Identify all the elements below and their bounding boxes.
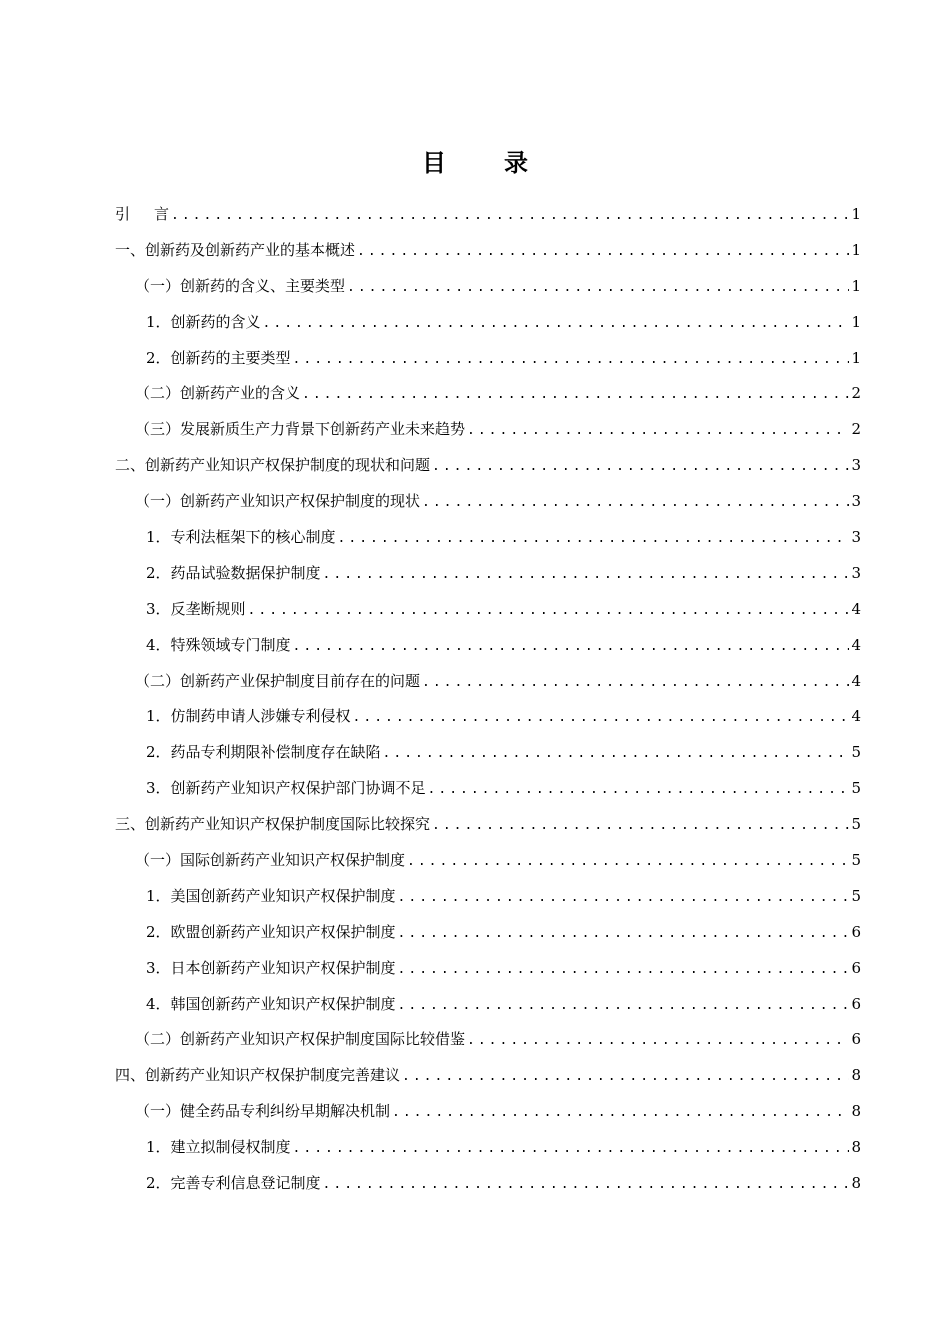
toc-entry[interactable] bbox=[115, 268, 861, 304]
toc-leader-dots bbox=[293, 1131, 849, 1167]
toc-page-number: 5 bbox=[851, 886, 861, 905]
toc-entry-text: 3．反垄断规则 bbox=[146, 599, 246, 618]
toc-page-number: 8 bbox=[851, 1138, 861, 1157]
toc-entry[interactable] bbox=[115, 770, 861, 806]
toc-leader-dots bbox=[398, 952, 849, 988]
toc-entry-text: 1．专利法框架下的核心制度 bbox=[146, 528, 336, 547]
toc-entry[interactable] bbox=[115, 447, 861, 483]
toc-entry-text: 三、创新药产业知识产权保护制度国际比较探究 bbox=[115, 815, 431, 834]
toc-leader-dots bbox=[467, 1023, 849, 1059]
toc-entry[interactable] bbox=[115, 806, 861, 842]
toc-entry-text: （一）健全药品专利纠纷早期解决机制 bbox=[135, 1102, 391, 1121]
toc-leader-dots bbox=[467, 413, 849, 449]
toc-entry-text: 1．仿制药申请人涉嫌专利侵权 bbox=[146, 707, 351, 726]
toc-leader-dots bbox=[428, 772, 849, 808]
toc-leader-dots bbox=[357, 234, 849, 270]
toc-entry[interactable] bbox=[115, 1057, 861, 1093]
toc-page-number: 4 bbox=[851, 635, 861, 654]
toc-leader-dots bbox=[402, 1059, 849, 1095]
toc-entry-text: 四、创新药产业知识产权保护制度完善建议 bbox=[115, 1066, 401, 1085]
toc-entry[interactable] bbox=[115, 1129, 861, 1165]
toc-entry-text: 引 言 bbox=[115, 205, 170, 223]
toc-entry-text: （一）国际创新药产业知识产权保护制度 bbox=[135, 851, 406, 870]
toc-entry[interactable] bbox=[115, 375, 861, 411]
toc-title-char: 录 bbox=[504, 148, 528, 177]
toc-page-number: 4 bbox=[851, 671, 861, 690]
toc-page-number: 2 bbox=[851, 384, 861, 403]
toc-entry-text: 2．欧盟创新药产业知识产权保护制度 bbox=[146, 922, 396, 941]
toc-page-number: 6 bbox=[851, 1030, 861, 1049]
toc-title-char: 目 bbox=[422, 148, 446, 177]
toc-leader-dots bbox=[302, 377, 849, 413]
toc-page-number: 1 bbox=[851, 276, 861, 295]
toc-leader-dots bbox=[392, 1095, 849, 1131]
toc-entry-text: （二）创新药产业知识产权保护制度国际比较借鉴 bbox=[135, 1030, 466, 1049]
toc-entry-text: 4．特殊领域专门制度 bbox=[146, 635, 291, 654]
toc-page-number: 1 bbox=[851, 240, 861, 259]
toc-entry[interactable] bbox=[115, 986, 861, 1022]
toc-entry-text: 1．建立拟制侵权制度 bbox=[146, 1138, 291, 1157]
toc-leader-dots bbox=[293, 342, 849, 378]
toc-entry-text: （三）发展新质生产力背景下创新药产业未来趋势 bbox=[135, 420, 466, 439]
toc-leader-dots bbox=[398, 880, 849, 916]
toc-leader-dots bbox=[248, 593, 849, 629]
toc-page-number: 6 bbox=[851, 994, 861, 1013]
toc-page-number: 6 bbox=[851, 922, 861, 941]
toc-entry-text: 4．韩国创新药产业知识产权保护制度 bbox=[146, 994, 396, 1013]
toc-entry[interactable] bbox=[115, 1165, 861, 1201]
toc-entry[interactable] bbox=[115, 627, 861, 663]
toc-entry[interactable] bbox=[115, 698, 861, 734]
toc-leader-dots bbox=[323, 1167, 849, 1203]
toc-leader-dots bbox=[432, 449, 849, 485]
toc-leader-dots bbox=[422, 665, 849, 701]
toc-entry[interactable] bbox=[115, 1021, 861, 1057]
toc-page-number: 1 bbox=[851, 348, 861, 367]
toc-entry[interactable] bbox=[115, 196, 861, 232]
toc-entry[interactable] bbox=[115, 555, 861, 591]
toc-title bbox=[0, 146, 950, 180]
toc-list bbox=[115, 196, 861, 1201]
toc-leader-dots bbox=[171, 198, 849, 234]
toc-entry[interactable] bbox=[115, 950, 861, 986]
toc-page-number: 8 bbox=[851, 1102, 861, 1121]
toc-leader-dots bbox=[353, 700, 849, 736]
toc-entry[interactable] bbox=[115, 232, 861, 268]
toc-entry[interactable] bbox=[115, 591, 861, 627]
toc-entry-text: 3．创新药产业知识产权保护部门协调不足 bbox=[146, 779, 426, 798]
toc-entry[interactable] bbox=[115, 340, 861, 376]
toc-page-number: 1 bbox=[851, 205, 861, 223]
toc-entry-text: （二）创新药产业的含义 bbox=[135, 384, 301, 403]
toc-entry[interactable] bbox=[115, 519, 861, 555]
toc-entry-text: （二）创新药产业保护制度目前存在的问题 bbox=[135, 671, 421, 690]
toc-entry-text: 2．药品专利期限补偿制度存在缺陷 bbox=[146, 743, 381, 762]
toc-leader-dots bbox=[398, 916, 849, 952]
toc-leader-dots bbox=[263, 306, 849, 342]
toc-entry[interactable] bbox=[115, 304, 861, 340]
toc-page-number: 5 bbox=[851, 815, 861, 834]
toc-leader-dots bbox=[338, 521, 849, 557]
toc-entry-text: 2．药品试验数据保护制度 bbox=[146, 563, 321, 582]
toc-page-number: 6 bbox=[851, 958, 861, 977]
toc-leader-dots bbox=[383, 736, 849, 772]
toc-leader-dots bbox=[293, 629, 849, 665]
toc-page-number: 3 bbox=[851, 563, 861, 582]
toc-entry-text: （一）创新药产业知识产权保护制度的现状 bbox=[135, 492, 421, 511]
toc-leader-dots bbox=[422, 485, 849, 521]
toc-page-number: 5 bbox=[851, 743, 861, 762]
toc-entry[interactable] bbox=[115, 1093, 861, 1129]
toc-entry-text: 二、创新药产业知识产权保护制度的现状和问题 bbox=[115, 456, 431, 475]
toc-entry-text: 1．美国创新药产业知识产权保护制度 bbox=[146, 886, 396, 905]
toc-entry-text: 一、创新药及创新药产业的基本概述 bbox=[115, 240, 356, 259]
toc-page-number: 8 bbox=[851, 1174, 861, 1193]
toc-entry-text: 2．创新药的主要类型 bbox=[146, 348, 291, 367]
toc-leader-dots bbox=[398, 988, 849, 1024]
toc-entry[interactable] bbox=[115, 411, 861, 447]
toc-entry[interactable] bbox=[115, 734, 861, 770]
toc-page-number: 3 bbox=[851, 456, 861, 475]
toc-page-number: 3 bbox=[851, 528, 861, 547]
toc-leader-dots bbox=[347, 270, 849, 306]
toc-entry[interactable] bbox=[115, 914, 861, 950]
toc-entry[interactable] bbox=[115, 878, 861, 914]
toc-entry[interactable] bbox=[115, 483, 861, 519]
toc-page-number: 1 bbox=[851, 312, 861, 331]
toc-page-number: 3 bbox=[851, 492, 861, 511]
toc-entry[interactable] bbox=[115, 842, 861, 878]
toc-entry-text: 2．完善专利信息登记制度 bbox=[146, 1174, 321, 1193]
toc-page-number: 5 bbox=[851, 851, 861, 870]
toc-entry-text: （一）创新药的含义、主要类型 bbox=[135, 276, 346, 295]
toc-entry-text: 3．日本创新药产业知识产权保护制度 bbox=[146, 958, 396, 977]
toc-page-number: 2 bbox=[851, 420, 861, 439]
toc-leader-dots bbox=[407, 844, 849, 880]
toc-page-number: 4 bbox=[851, 707, 861, 726]
toc-page-number: 5 bbox=[851, 779, 861, 798]
toc-leader-dots bbox=[432, 808, 849, 844]
toc-leader-dots bbox=[323, 557, 849, 593]
toc-entry[interactable] bbox=[115, 663, 861, 699]
toc-page-number: 8 bbox=[851, 1066, 861, 1085]
toc-entry-text: 1．创新药的含义 bbox=[146, 312, 261, 331]
toc-page-number: 4 bbox=[851, 599, 861, 618]
